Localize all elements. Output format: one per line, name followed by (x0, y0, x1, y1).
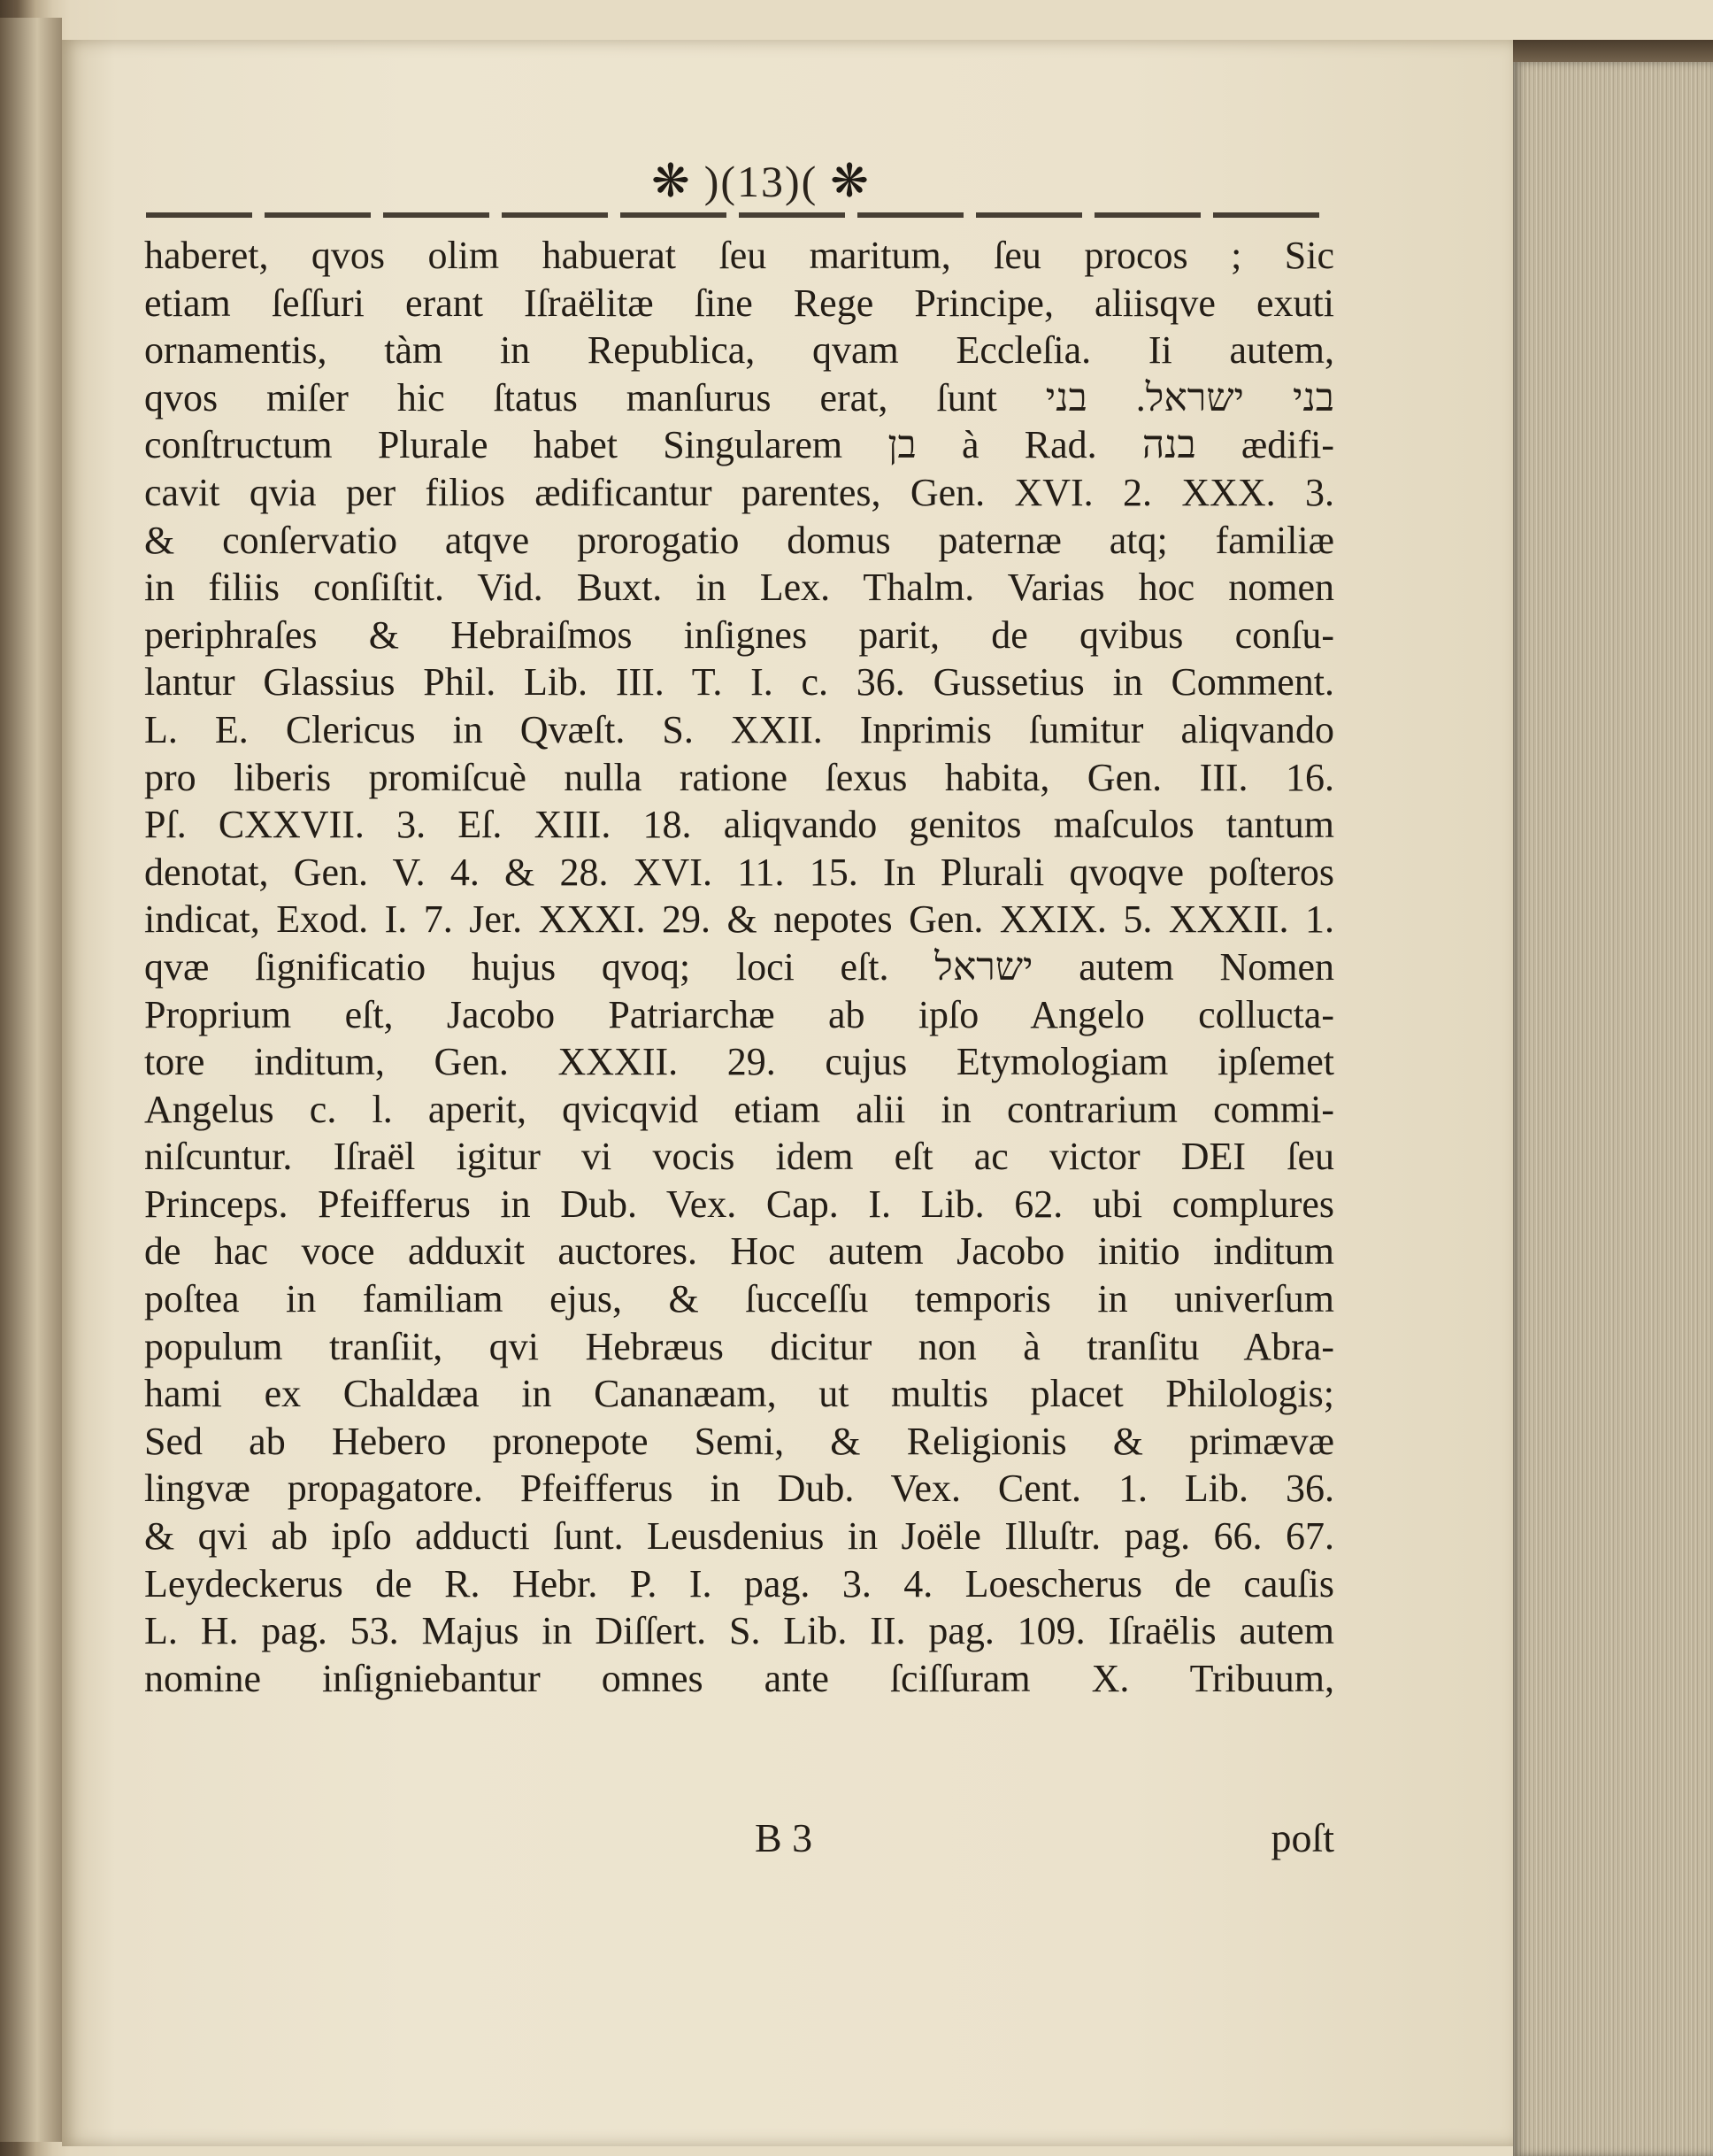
text-line: in filiis conſiſtit. Vid. Buxt. in Lex. Thalm. Varias hoc nomen (144, 566, 1334, 610)
fleuron-right-icon: ❋ (830, 157, 871, 207)
signature-mark: B 3 (755, 1815, 813, 1860)
text-line: lingvæ propagatore. Pfeifferus in Dub. Vex. Cent. 1. Lib. 36. (144, 1467, 1334, 1511)
text-line: L. H. pag. 53. Majus in Diſſert. S. Lib. II. pag. 109. Iſraëlis autem (144, 1609, 1334, 1653)
facing-page-edge (0, 18, 62, 2142)
text-line: & conſervatio atqve prorogatio domus paternæ atq; familiæ (144, 518, 1334, 562)
body-text (144, 232, 1334, 1702)
text-line: qvos miſer hic ſtatus manſurus erat, ſunt בני ישראל. בני (144, 375, 1334, 420)
text-line: cavit qvia per filios ædificantur parentes, Gen. XVI. 2. XXX. 3. (144, 470, 1334, 514)
page-footer (144, 1814, 1334, 1867)
text-line: populum tranſiit, qvi Hebræus dicitur non à tranſitu Abra- (144, 1324, 1334, 1368)
text-line: Pſ. CXXVII. 3. Eſ. XIII. 18. aliqvando genitos maſculos tantum (144, 803, 1334, 847)
text-line: hami ex Chaldæa in Cananæam, ut multis placet Philologis; (144, 1372, 1334, 1416)
text-line: ornamentis, tàm in Republica, qvam Eccleſia. Ii autem, (144, 328, 1334, 373)
text-line: tore inditum, Gen. XXXII. 29. cujus Etymologiam ipſemet (144, 1040, 1334, 1084)
text-line: Angelus c. l. aperit, qvicqvid etiam alii in contrarium commi- (144, 1087, 1334, 1131)
text-line: qvæ ſignificatio hujus qvoq; loci eſt. ישראל autem Nomen (144, 944, 1334, 989)
text-line: etiam ſeſſuri erant Iſraëlitæ ſine Rege Principe, aliisqve exuti (144, 281, 1334, 325)
text-line: poſtea in familiam ejus, & ſucceſſu temporis in univerſum (144, 1277, 1334, 1321)
text-line: Proprium eſt, Jacobo Patriarchæ ab ipſo Angelo colluctа- (144, 992, 1334, 1036)
page-header (584, 150, 938, 212)
text-line: pro liberis promiſcuè nulla ratione ſexus habita, Gen. III. 16. (144, 755, 1334, 799)
running-head-page-number: )(13)( (703, 157, 818, 206)
catchword: poſt (1271, 1815, 1334, 1860)
text-line: indicat, Exod. I. 7. Jer. XXXI. 29. & nepotes Gen. XXIX. 5. XXXII. 1. (144, 897, 1334, 942)
text-line: denotat, Gen. V. 4. & 28. XVI. 11. 15. In Plurali qvoqve poſteros (144, 850, 1334, 894)
text-line: nomine inſigniebantur omnes ante ſciſſuram X. Tribuum, (144, 1656, 1334, 1700)
text-line: Sed ab Hebero pronepote Semi, & Religionis & primævæ (144, 1419, 1334, 1463)
text-line: haberet, qvos olim habuerat ſeu maritum, ſeu procos ; Sic (144, 234, 1334, 277)
text-line: Princeps. Pfeifferus in Dub. Vex. Cap. I. Lib. 62. ubi complures (144, 1182, 1334, 1226)
text-line: lantur Glassius Phil. Lib. III. T. I. c. 36. Gussetius in Comment. (144, 660, 1334, 705)
text-line: Leydeckerus de R. Hebr. P. I. pag. 3. 4. Loescherus de cauſis (144, 1561, 1334, 1605)
text-line: conſtructum Plurale habet Singularem בן à Rad. בנה ædifi- (144, 423, 1334, 467)
text-line: & qvi ab ipſo adducti ſunt. Leusdenius in Joële Illuſtr. pag. 66. 67. (144, 1514, 1334, 1559)
page-stack-edge (1513, 62, 1713, 2156)
text-line: niſcuntur. Iſraël igitur vi vocis idem eſt ac victor DEI ſeu (144, 1135, 1334, 1179)
text-line: de hac voce adduxit auctores. Hoc autem Jacobo initio inditum (144, 1229, 1334, 1274)
header-rule (146, 212, 1332, 218)
text-line: L. E. Clericus in Qvæſt. S. XXII. Inprimis ſumitur aliqvando (144, 707, 1334, 751)
fleuron-left-icon: ❋ (651, 157, 692, 207)
text-line: periphraſes & Hebraiſmos inſignes parit, de qvibus conſu- (144, 612, 1334, 657)
